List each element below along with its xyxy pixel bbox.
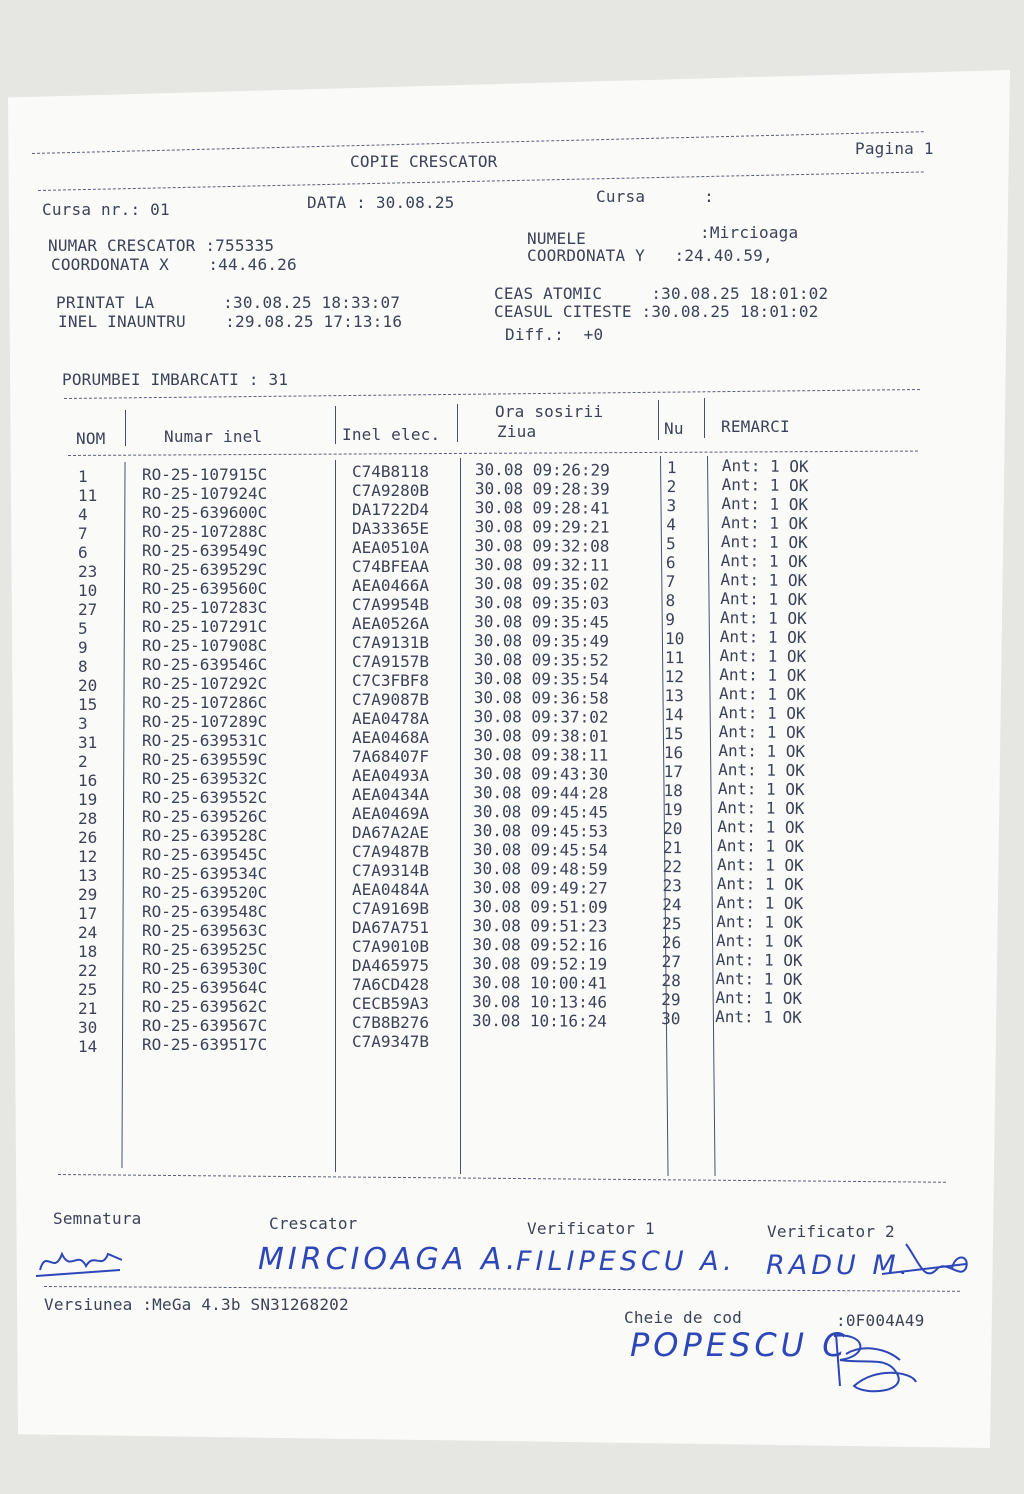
table-cell-elec: C7A9487B bbox=[352, 842, 430, 861]
table-cell-arrival: 30.08 09:52:19 bbox=[472, 953, 608, 974]
table-cell-nu: 5 bbox=[666, 533, 676, 554]
table-cell-nom: 20 bbox=[78, 676, 98, 695]
table-cell-elec: C7B8B276 bbox=[352, 1013, 430, 1032]
table-cell-remarks: Ant: 1 OK bbox=[716, 854, 804, 876]
clock-reads: CEASUL CITESTE :30.08.25 18:01:02 bbox=[494, 302, 819, 321]
table-cell-nom: 6 bbox=[78, 543, 88, 562]
table-cell-ring: RO-25-107291C bbox=[142, 617, 268, 636]
signature-scribble bbox=[36, 1240, 126, 1286]
verifier2-handwritten-name: RADU M. bbox=[766, 1250, 913, 1281]
race-date: DATA : 30.08.25 bbox=[307, 193, 455, 212]
table-cell-elec: CECB59A3 bbox=[352, 994, 430, 1013]
table-cell-ring: RO-25-107908C bbox=[142, 636, 268, 655]
table-cell-remarks: Ant: 1 OK bbox=[719, 607, 807, 629]
table-cell-elec: AEA0466A bbox=[352, 576, 430, 595]
table-cell-arrival: 30.08 09:43:30 bbox=[473, 763, 609, 784]
elec-ring-column bbox=[352, 462, 452, 1051]
table-cell-remarks: Ant: 1 OK bbox=[721, 474, 809, 496]
header-elec: Inel elec. bbox=[342, 425, 441, 444]
table-cell-elec: DA67A751 bbox=[352, 918, 430, 937]
table-cell-arrival: 30.08 09:35:45 bbox=[474, 611, 610, 632]
table-cell-ring: RO-25-639520C bbox=[142, 883, 268, 902]
table-cell-arrival: 30.08 09:38:01 bbox=[473, 725, 609, 746]
table-cell-nom: 24 bbox=[78, 923, 98, 942]
table-cell-elec: DA1722D4 bbox=[352, 500, 430, 519]
extra-handwritten-name: POPESCU C bbox=[630, 1326, 849, 1364]
table-cell-ring: RO-25-639600C bbox=[142, 503, 268, 522]
table-cell-remarks: Ant: 1 OK bbox=[717, 797, 805, 819]
table-cell-remarks: Ant: 1 OK bbox=[720, 588, 808, 610]
table-cell-elec: AEA0469A bbox=[352, 804, 430, 823]
course-label: Cursa : bbox=[596, 187, 714, 206]
table-cell-remarks: Ant: 1 OK bbox=[717, 778, 805, 800]
table-cell-elec: C7A9347B bbox=[352, 1032, 430, 1051]
table-cell-remarks: Ant: 1 OK bbox=[720, 569, 808, 591]
table-cell-nom: 5 bbox=[78, 619, 88, 638]
table-cell-remarks: Ant: 1 OK bbox=[715, 987, 803, 1009]
table-cell-elec: C7A9010B bbox=[352, 937, 430, 956]
table-cell-nu: 20 bbox=[663, 818, 683, 839]
table-cell-ring: RO-25-639549C bbox=[142, 541, 268, 560]
column-separator bbox=[457, 404, 458, 442]
table-cell-nom: 27 bbox=[78, 600, 98, 619]
header-ring: Numar inel bbox=[164, 427, 263, 446]
table-cell-ring: RO-25-639529C bbox=[142, 560, 268, 579]
table-cell-nom: 10 bbox=[78, 581, 98, 600]
table-cell-nu: 30 bbox=[661, 1008, 681, 1029]
table-cell-arrival: 30.08 09:51:09 bbox=[472, 896, 608, 917]
table-cell-elec: AEA0510A bbox=[352, 538, 430, 557]
table-cell-nu: 9 bbox=[665, 609, 676, 630]
table-cell-ring: RO-25-639531C bbox=[142, 731, 268, 750]
table-cell-ring: RO-25-639545C bbox=[142, 845, 268, 864]
table-cell-nu: 21 bbox=[662, 837, 683, 858]
table-cell-arrival: 30.08 09:49:27 bbox=[472, 877, 608, 898]
table-cell-nu: 11 bbox=[664, 647, 685, 668]
table-cell-ring: RO-25-639552C bbox=[142, 788, 268, 807]
table-cell-ring: RO-25-639559C bbox=[142, 750, 268, 769]
table-cell-elec: C7A9314B bbox=[352, 861, 430, 880]
table-cell-arrival: 30.08 09:36:58 bbox=[473, 687, 609, 708]
ring-column bbox=[142, 465, 322, 1054]
verifier2-label: Verificator 2 bbox=[767, 1222, 895, 1241]
table-cell-arrival: 30.08 09:48:59 bbox=[472, 858, 608, 879]
table-cell-nom: 8 bbox=[78, 657, 88, 676]
table-cell-arrival: 30.08 09:29:21 bbox=[474, 516, 610, 537]
nom-column bbox=[78, 467, 108, 1056]
table-cell-remarks: Ant: 1 OK bbox=[718, 702, 806, 724]
header-nu: Nu bbox=[664, 419, 684, 438]
table-cell-nu: 18 bbox=[663, 780, 683, 801]
table-cell-nu: 25 bbox=[662, 913, 682, 934]
table-cell-ring: RO-25-639517C bbox=[142, 1035, 268, 1054]
table-cell-ring: RO-25-639548C bbox=[142, 902, 268, 921]
table-cell-arrival: 30.08 09:35:54 bbox=[473, 668, 609, 689]
table-cell-ring: RO-25-107915C bbox=[142, 465, 268, 484]
table-cell-elec: AEA0434A bbox=[352, 785, 430, 804]
table-cell-arrival: 30.08 10:16:24 bbox=[472, 1010, 607, 1031]
column-separator bbox=[704, 398, 705, 438]
table-cell-nu: 23 bbox=[662, 875, 682, 896]
code-key-signature-scribble bbox=[826, 1326, 922, 1402]
table-cell-elec: C7A9157B bbox=[352, 652, 430, 671]
coord-y: COORDONATA Y :24.40.59, bbox=[527, 246, 773, 265]
table-cell-nom: 23 bbox=[78, 562, 98, 581]
table-cell-nom: 12 bbox=[78, 847, 98, 866]
table-cell-ring: RO-25-639530C bbox=[142, 959, 268, 978]
table-cell-ring: RO-25-639546C bbox=[142, 655, 268, 674]
pigeons-basketed: PORUMBEI IMBARCATI : 31 bbox=[62, 370, 289, 389]
table-cell-nu: 7 bbox=[665, 571, 676, 592]
table-cell-nom: 13 bbox=[78, 866, 98, 885]
table-cell-nom: 7 bbox=[78, 524, 88, 543]
table-cell-nom: 9 bbox=[78, 638, 88, 657]
document-title: COPIE CRESCATOR bbox=[350, 152, 498, 171]
table-cell-remarks: Ant: 1 OK bbox=[718, 683, 806, 705]
column-separator bbox=[335, 406, 336, 444]
version-info: Versiunea :MeGa 4.3b SN31268202 bbox=[44, 1295, 349, 1314]
table-cell-nom: 25 bbox=[78, 980, 98, 999]
table-cell-arrival: 30.08 09:45:45 bbox=[473, 801, 609, 822]
table-cell-remarks: Ant: 1 OK bbox=[720, 550, 808, 572]
table-cell-arrival: 30.08 09:38:11 bbox=[473, 744, 609, 765]
table-cell-nom: 22 bbox=[78, 961, 98, 980]
table-cell-ring: RO-25-639528C bbox=[142, 826, 268, 845]
table-cell-ring: RO-25-639525C bbox=[142, 940, 268, 959]
table-cell-nu: 1 bbox=[666, 458, 677, 478]
table-cell-ring: RO-25-107924C bbox=[142, 484, 268, 503]
arrival-column bbox=[472, 460, 655, 1031]
header-nom: NOM bbox=[76, 429, 106, 448]
table-cell-elec: 7A68407F bbox=[352, 747, 430, 766]
atomic-clock: CEAS ATOMIC :30.08.25 18:01:02 bbox=[494, 284, 829, 303]
name-label: NUMELE bbox=[527, 229, 586, 248]
table-cell-nu: 17 bbox=[663, 761, 684, 782]
table-cell-elec: C7C3FBF8 bbox=[352, 671, 430, 690]
table-cell-ring: RO-25-639534C bbox=[142, 864, 268, 883]
table-cell-arrival: 30.08 09:35:49 bbox=[474, 630, 609, 651]
table-cell-arrival: 30.08 09:32:08 bbox=[474, 535, 610, 556]
verifier1-handwritten-name: FILIPESCU A. bbox=[516, 1246, 736, 1277]
table-cell-elec: 7A6CD428 bbox=[352, 975, 430, 994]
table-cell-remarks: Ant: 1 OK bbox=[719, 626, 807, 648]
table-cell-remarks: Ant: 1 OK bbox=[716, 873, 804, 895]
breeder-number: NUMAR CRESCATOR :755335 bbox=[48, 236, 275, 255]
table-cell-nom: 28 bbox=[78, 809, 98, 828]
clock-diff: Diff.: +0 bbox=[505, 325, 604, 344]
table-cell-ring: RO-25-639563C bbox=[142, 921, 268, 940]
column-separator bbox=[335, 460, 336, 1172]
table-cell-nu: 14 bbox=[664, 704, 684, 725]
table-cell-nom: 19 bbox=[78, 790, 98, 809]
code-key-label: Cheie de cod bbox=[624, 1308, 742, 1327]
table-cell-nom: 29 bbox=[78, 885, 98, 904]
table-cell-ring: RO-25-639560C bbox=[142, 579, 268, 598]
table-cell-remarks: Ant: 1 OK bbox=[721, 456, 809, 477]
table-cell-arrival: 30.08 09:45:54 bbox=[472, 839, 608, 860]
table-cell-remarks: Ant: 1 OK bbox=[715, 968, 803, 990]
table-cell-arrival: 30.08 09:35:02 bbox=[474, 573, 610, 594]
table-cell-elec: C7A9280B bbox=[352, 481, 430, 500]
table-cell-elec: AEA0478A bbox=[352, 709, 430, 728]
table-cell-elec: DA67A2AE bbox=[352, 823, 430, 842]
table-cell-ring: RO-25-639532C bbox=[142, 769, 268, 788]
table-cell-ring: RO-25-639567C bbox=[142, 1016, 268, 1035]
table-cell-nu: 19 bbox=[663, 799, 683, 820]
printed-at: PRINTAT LA :30.08.25 18:33:07 bbox=[56, 293, 401, 312]
table-cell-ring: RO-25-639562C bbox=[142, 997, 268, 1016]
table-cell-remarks: Ant: 1 OK bbox=[715, 1006, 802, 1028]
table-cell-nom: 21 bbox=[78, 999, 98, 1018]
table-cell-nu: 6 bbox=[665, 552, 676, 573]
table-cell-remarks: Ant: 1 OK bbox=[721, 493, 809, 515]
table-cell-elec: AEA0526A bbox=[352, 614, 430, 633]
table-cell-remarks: Ant: 1 OK bbox=[716, 911, 804, 933]
table-cell-remarks: Ant: 1 OK bbox=[721, 512, 809, 534]
table-cell-nu: 10 bbox=[665, 628, 685, 649]
table-cell-arrival: 30.08 09:52:16 bbox=[472, 934, 608, 955]
column-separator bbox=[658, 400, 659, 440]
nu-column bbox=[661, 458, 699, 1028]
table-cell-arrival: 30.08 09:35:52 bbox=[473, 649, 609, 670]
remarks-column bbox=[715, 456, 842, 1027]
table-cell-nu: 4 bbox=[666, 514, 677, 535]
table-cell-nom: 26 bbox=[78, 828, 98, 847]
table-cell-nu: 27 bbox=[661, 951, 682, 972]
column-separator bbox=[460, 458, 461, 1174]
breeder-label: Crescator bbox=[269, 1214, 358, 1233]
header-day: Ziua bbox=[497, 422, 537, 441]
table-cell-elec: DA33365E bbox=[352, 519, 430, 538]
table-cell-elec: AEA0493A bbox=[352, 766, 430, 785]
table-cell-nom: 1 bbox=[78, 467, 88, 486]
table-cell-nu: 28 bbox=[661, 970, 681, 991]
page-number: Pagina 1 bbox=[855, 139, 934, 158]
table-cell-ring: RO-25-107283C bbox=[142, 598, 268, 617]
table-cell-nu: 3 bbox=[666, 495, 677, 516]
table-cell-remarks: Ant: 1 OK bbox=[719, 645, 807, 667]
table-cell-nu: 26 bbox=[661, 932, 682, 953]
table-cell-ring: RO-25-639564C bbox=[142, 978, 268, 997]
table-cell-remarks: Ant: 1 OK bbox=[715, 949, 803, 971]
table-cell-arrival: 30.08 09:28:41 bbox=[474, 497, 610, 518]
table-cell-nu: 16 bbox=[663, 742, 684, 763]
table-cell-nom: 14 bbox=[78, 1037, 98, 1056]
coord-x: COORDONATA X :44.46.26 bbox=[51, 255, 297, 274]
table-cell-nom: 15 bbox=[78, 695, 98, 714]
table-cell-nu: 2 bbox=[666, 476, 677, 497]
table-cell-nu: 12 bbox=[664, 666, 685, 687]
table-cell-remarks: Ant: 1 OK bbox=[718, 721, 806, 743]
table-cell-remarks: Ant: 1 OK bbox=[720, 531, 808, 553]
table-cell-nom: 30 bbox=[78, 1018, 98, 1037]
table-cell-elec: C7A9131B bbox=[352, 633, 430, 652]
table-cell-nom: 3 bbox=[78, 714, 88, 733]
table-cell-arrival: 30.08 09:51:23 bbox=[472, 915, 608, 936]
table-cell-ring: RO-25-107292C bbox=[142, 674, 268, 693]
table-cell-arrival: 30.08 09:32:11 bbox=[474, 554, 610, 575]
table-cell-ring: RO-25-639526C bbox=[142, 807, 268, 826]
code-key-value: :0F004A49 bbox=[836, 1311, 925, 1330]
table-cell-arrival: 30.08 10:13:46 bbox=[472, 991, 608, 1012]
table-cell-nu: 22 bbox=[662, 856, 683, 877]
table-cell-nu: 8 bbox=[665, 590, 676, 611]
race-number: Cursa nr.: 01 bbox=[42, 200, 170, 219]
table-cell-nu: 13 bbox=[664, 685, 684, 706]
table-cell-remarks: Ant: 1 OK bbox=[719, 664, 807, 686]
table-cell-remarks: Ant: 1 OK bbox=[715, 930, 803, 952]
table-cell-nu: 29 bbox=[661, 989, 681, 1010]
table-cell-remarks: Ant: 1 OK bbox=[717, 835, 805, 857]
table-cell-elec: C7A9954B bbox=[352, 595, 430, 614]
table-cell-nom: 11 bbox=[78, 486, 98, 505]
table-cell-nom: 31 bbox=[78, 733, 98, 752]
breeder-handwritten-name: MIRCIOAGA A. bbox=[258, 1242, 520, 1277]
verifier2-signature-scribble bbox=[876, 1238, 976, 1294]
table-cell-arrival: 30.08 09:44:28 bbox=[473, 782, 609, 803]
table-cell-remarks: Ant: 1 OK bbox=[718, 740, 806, 762]
table-cell-arrival: 30.08 09:37:02 bbox=[473, 706, 609, 727]
table-cell-ring: RO-25-107288C bbox=[142, 522, 268, 541]
name-value: :Mircioaga bbox=[700, 223, 799, 242]
table-cell-elec: C74BFEAA bbox=[352, 557, 430, 576]
table-cell-nom: 2 bbox=[78, 752, 88, 771]
table-cell-arrival: 30.08 09:35:03 bbox=[474, 592, 610, 613]
table-cell-arrival: 30.08 09:45:53 bbox=[473, 820, 608, 841]
table-cell-arrival: 30.08 09:26:29 bbox=[474, 460, 610, 480]
table-cell-nu: 24 bbox=[662, 894, 682, 915]
table-cell-nom: 16 bbox=[78, 771, 98, 790]
table-cell-elec: C7A9087B bbox=[352, 690, 430, 709]
column-separator bbox=[125, 410, 126, 446]
table-cell-ring: RO-25-107286C bbox=[142, 693, 268, 712]
table-cell-nu: 15 bbox=[664, 723, 684, 744]
header-remarks: REMARCI bbox=[721, 417, 790, 436]
table-cell-remarks: Ant: 1 OK bbox=[718, 759, 805, 781]
table-cell-ring: RO-25-107289C bbox=[142, 712, 268, 731]
table-cell-nom: 18 bbox=[78, 942, 98, 961]
table-cell-elec: DA465975 bbox=[352, 956, 430, 975]
ring-inside: INEL INAUNTRU :29.08.25 17:13:16 bbox=[58, 312, 403, 331]
table-cell-nom: 4 bbox=[78, 505, 88, 524]
table-cell-elec: C74B8118 bbox=[352, 462, 430, 481]
table-cell-elec: AEA0468A bbox=[352, 728, 430, 747]
table-cell-remarks: Ant: 1 OK bbox=[716, 892, 804, 914]
table-cell-remarks: Ant: 1 OK bbox=[717, 816, 805, 838]
header-arrival: Ora sosirii bbox=[495, 402, 604, 421]
table-cell-arrival: 30.08 10:00:41 bbox=[472, 972, 608, 993]
table-cell-nom: 17 bbox=[78, 904, 98, 923]
verifier1-label: Verificator 1 bbox=[527, 1219, 655, 1238]
table-cell-elec: C7A9169B bbox=[352, 899, 430, 918]
table-cell-arrival: 30.08 09:28:39 bbox=[474, 478, 610, 499]
table-cell-elec: AEA0484A bbox=[352, 880, 430, 899]
signature-label: Semnatura bbox=[53, 1209, 142, 1228]
